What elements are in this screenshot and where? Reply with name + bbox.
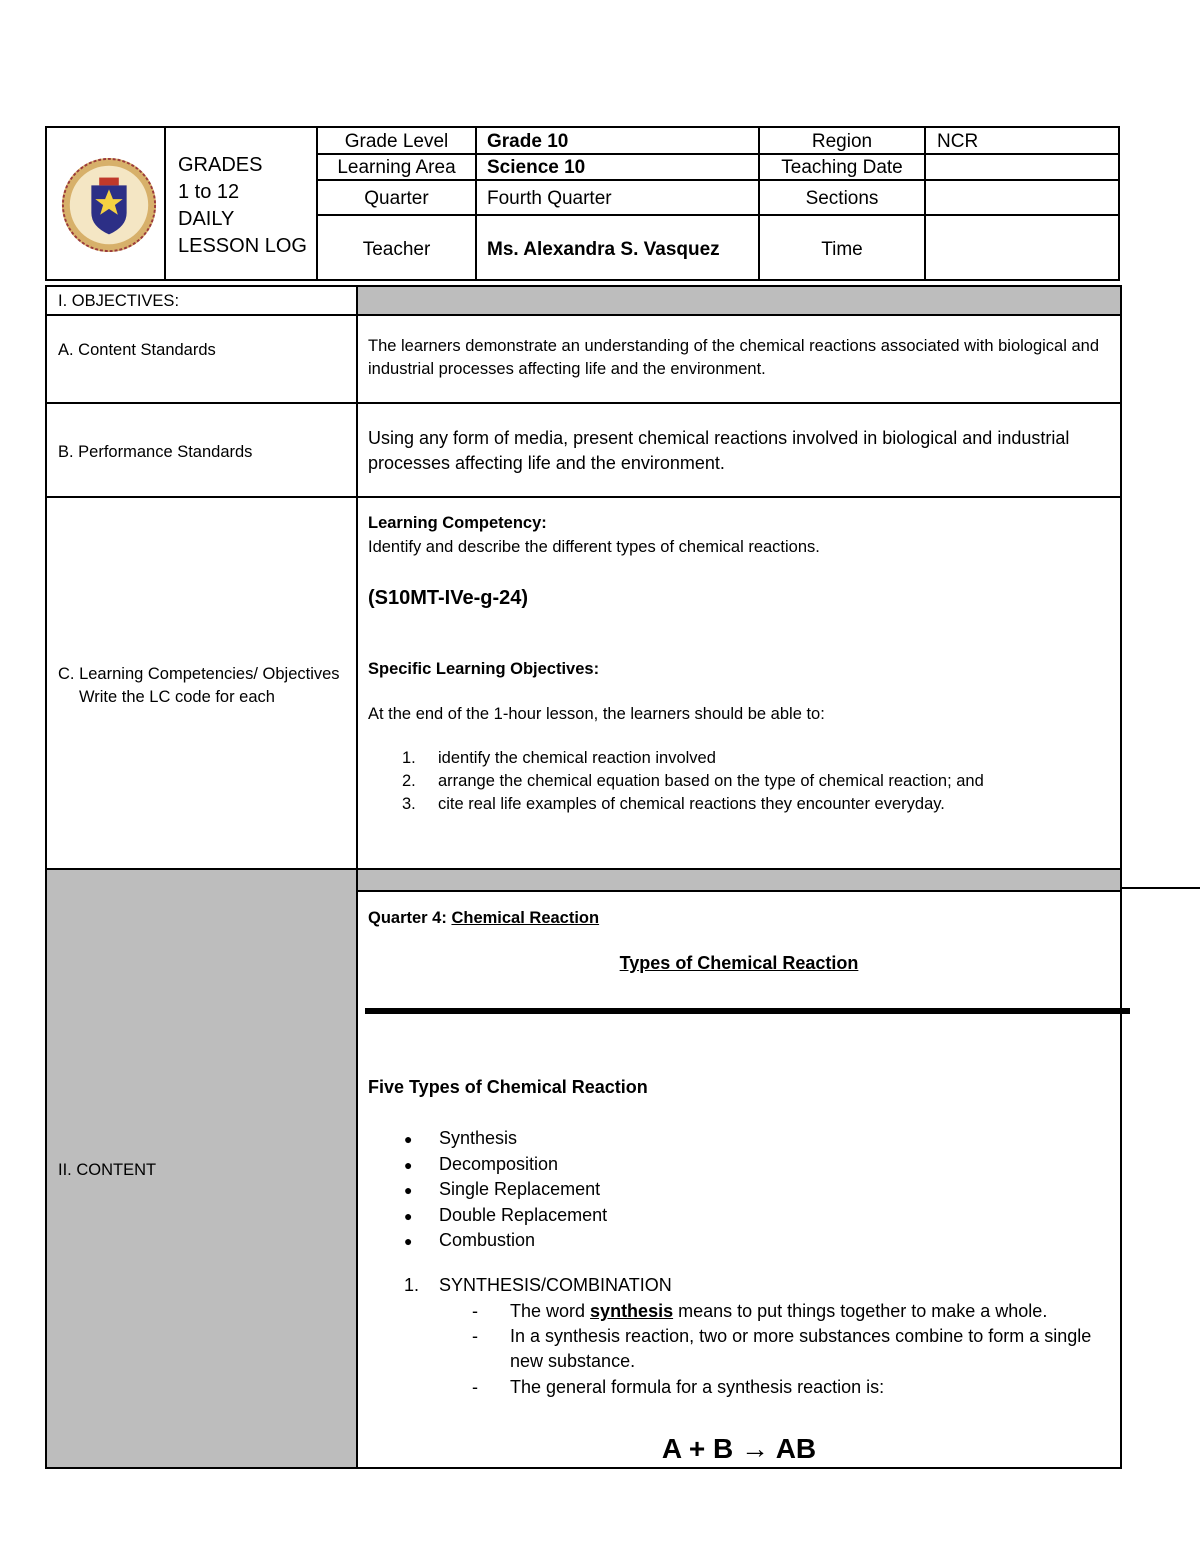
slo-item-text: identify the chemical reaction involved	[438, 749, 716, 767]
quarter-prefix: Quarter 4:	[368, 909, 452, 927]
lc-code: (S10MT-IVe-g-24)	[368, 587, 529, 609]
lc-text: Identify and describe the different types of chemical reactions.	[368, 538, 820, 556]
synthesis-b2-text: In a synthesis reaction, two or more substances combine to form a single	[510, 1326, 1092, 1346]
divider	[47, 868, 1120, 870]
list-item: ● Decomposition	[404, 1153, 559, 1174]
region-label: Region	[811, 131, 873, 152]
lc-heading: Learning Competency:	[368, 514, 547, 532]
synthesis-formula: A + B → AB	[661, 1433, 817, 1464]
types-title: Types of Chemical Reaction	[619, 953, 859, 973]
synthesis-bullet: - The word synthesis means to put things together to make a whole.	[472, 1301, 1048, 1321]
synthesis-keyword: synthesis	[590, 1301, 674, 1321]
synthesis-heading: 1. SYNTHESIS/COMBINATION	[404, 1275, 672, 1295]
grade-level-value: Grade 10	[487, 131, 569, 152]
slo-intro: At the end of the 1-hour lesson, the learners should be able to:	[368, 705, 825, 723]
divider	[316, 153, 1118, 155]
list-item: ● Double Replacement	[404, 1204, 608, 1225]
list-item: ● Single Replacement	[404, 1179, 601, 1199]
synthesis-b1-pre: The word	[510, 1301, 591, 1321]
time-label: Time	[821, 239, 863, 260]
synthesis-bullet: - In a synthesis reaction, two or more substances combine to form a single	[472, 1326, 1092, 1346]
slo-item-text: cite real life examples of chemical reactions they encounter everyday.	[438, 795, 945, 813]
competencies-label: C. Learning Competencies/ Objectives	[58, 665, 340, 683]
list-item: ● Synthesis	[404, 1128, 518, 1148]
teacher-value: Ms. Alexandra S. Vasquez	[487, 239, 720, 260]
edge-rule	[1122, 887, 1200, 889]
lesson-table	[45, 285, 1122, 1469]
title-line: GRADES	[178, 154, 263, 176]
thick-rule	[365, 1008, 1130, 1014]
title-line: LESSON LOG	[178, 235, 307, 257]
learning-area-value: Science 10	[487, 157, 586, 178]
type-label: Decomposition	[439, 1153, 559, 1174]
header-table	[45, 126, 1120, 281]
quarter-label: Quarter	[364, 188, 429, 209]
synthesis-bullet: - The general formula for a synthesis reaction is:	[472, 1377, 885, 1397]
deped-seal-icon	[60, 156, 158, 254]
slo-item: 1. identify the chemical reaction involved	[402, 749, 716, 767]
quarter-topic	[368, 907, 599, 930]
type-label: Single Replacement	[439, 1179, 601, 1199]
five-types-heading: Five Types of Chemical Reaction	[368, 1077, 648, 1097]
content-label: II. CONTENT	[58, 1161, 157, 1179]
type-label: Synthesis	[439, 1128, 518, 1148]
sections-label: Sections	[805, 188, 879, 209]
synthesis-b1-post: means to put things together to make a whole.	[673, 1301, 1048, 1321]
slo-item-text: arrange the chemical equation based on the type of chemical reaction; and	[438, 772, 984, 790]
document-title	[178, 152, 307, 260]
divider	[356, 287, 358, 1467]
synthesis-b3-text: The general formula for a synthesis reaction is:	[510, 1377, 885, 1397]
teaching-date-label: Teaching Date	[781, 157, 903, 178]
divider	[316, 179, 1118, 181]
slo-item: 3. cite real life examples of chemical reactions they encounter everyday.	[402, 795, 945, 813]
divider	[47, 402, 1120, 404]
content-standards-label: A. Content Standards	[58, 341, 216, 359]
synthesis-b2-cont: new substance.	[510, 1351, 636, 1371]
divider	[358, 890, 1120, 892]
divider	[47, 314, 1120, 316]
content-standards-text: The learners demonstrate an understanding of the chemical reactions associated with biological and industrial processes affecting life and the environment.	[368, 337, 1100, 378]
type-label: Double Replacement	[439, 1204, 608, 1225]
divider	[924, 128, 926, 279]
synthesis-heading-text: SYNTHESIS/COMBINATION	[439, 1275, 672, 1295]
teacher-label: Teacher	[362, 239, 431, 260]
type-label: Combustion	[439, 1230, 536, 1250]
slo-heading: Specific Learning Objectives:	[368, 660, 600, 678]
content-header-fill	[358, 870, 1120, 891]
slo-item: 2. arrange the chemical equation based on the type of chemical reaction; and	[402, 772, 984, 790]
competencies-sublabel: Write the LC code for each	[79, 688, 275, 706]
types-list	[404, 1126, 607, 1254]
divider	[316, 214, 1118, 216]
objectives-heading: I. OBJECTIVES:	[58, 292, 180, 310]
performance-standards-text: Using any form of media, present chemical reactions involved in biological and industrial processes affecting life and the environment.	[368, 428, 1070, 473]
title-line: DAILY	[178, 208, 235, 230]
objectives-header-fill	[358, 287, 1120, 314]
divider	[47, 496, 1120, 498]
performance-standards-label: B. Performance Standards	[58, 443, 253, 461]
list-item: ● Combustion	[404, 1230, 536, 1250]
title-line: 1 to 12	[178, 181, 240, 203]
divider	[475, 128, 477, 279]
learning-area-label: Learning Area	[337, 157, 456, 178]
grade-level-label: Grade Level	[344, 131, 449, 152]
quarter-topic-text: Chemical Reaction	[451, 909, 600, 927]
region-value: NCR	[937, 131, 979, 152]
divider	[164, 128, 166, 279]
quarter-value: Fourth Quarter	[487, 188, 612, 209]
